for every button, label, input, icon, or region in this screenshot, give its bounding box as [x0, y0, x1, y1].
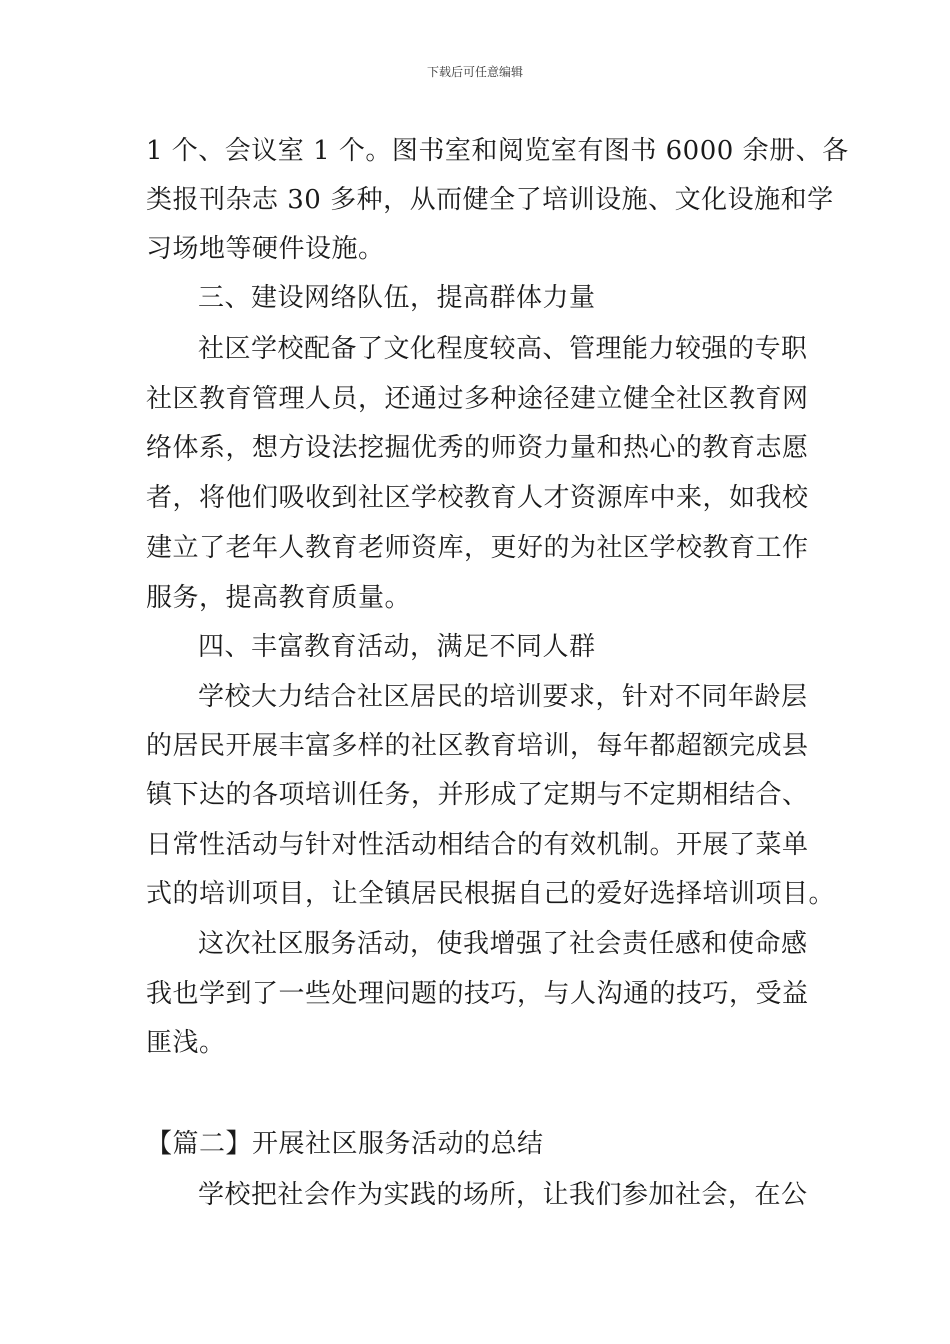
body-line-10: 服务，提高教育质量。 [146, 583, 412, 613]
body-line-9: 建立了老年人教育老师资库，更好的为社区学校教育工作 [146, 533, 809, 563]
body-line-5: 社区学校配备了文化程度较高、管理能力较强的专职 [198, 334, 808, 364]
page-header: 下载后可任意编辑 [426, 65, 523, 79]
body-line-15: 日常性活动与针对性活动相结合的有效机制。开展了菜单 [146, 830, 809, 860]
body-line-3: 习场地等硬件设施。 [146, 234, 385, 264]
body-line-13: 的居民开展丰富多样的社区教育培训，每年都超额完成县 [146, 731, 809, 761]
body-line-14: 镇下达的各项培训任务，并形成了定期与不定期相结合、 [146, 780, 809, 810]
body-line-21: 学校把社会作为实践的场所，让我们参加社会，在公 [198, 1180, 808, 1210]
body-line-7: 络体系，想方设法挖掘优秀的师资力量和热心的教育志愿 [146, 433, 809, 463]
body-line-2: 类报刊杂志 30 多种，从而健全了培训设施、文化设施和学 [146, 185, 834, 215]
body-line-18: 我也学到了一些处理问题的技巧，与人沟通的技巧，受益 [146, 979, 809, 1009]
section-heading-4: 四、丰富教育活动，满足不同人群 [198, 632, 596, 662]
body-line-6: 社区教育管理人员，还通过多种途径建立健全社区教育网 [146, 384, 809, 414]
body-line-17: 这次社区服务活动，使我增强了社会责任感和使命感 [198, 929, 808, 959]
body-line-1: 1 个、会议室 1 个。图书室和阅览室有图书 6000 余册、各 [146, 136, 849, 166]
section-heading-3: 三、建设网络队伍，提高群体力量 [198, 283, 596, 313]
body-line-19: 匪浅。 [146, 1028, 226, 1058]
body-line-16: 式的培训项目，让全镇居民根据自己的爱好选择培训项目。 [146, 879, 836, 909]
body-line-12: 学校大力结合社区居民的培训要求，针对不同年龄层 [198, 682, 808, 712]
article-title-part-two: 【篇二】开展社区服务活动的总结 [146, 1129, 544, 1159]
body-line-8: 者，将他们吸收到社区学校教育人才资源库中来，如我校 [146, 483, 809, 513]
